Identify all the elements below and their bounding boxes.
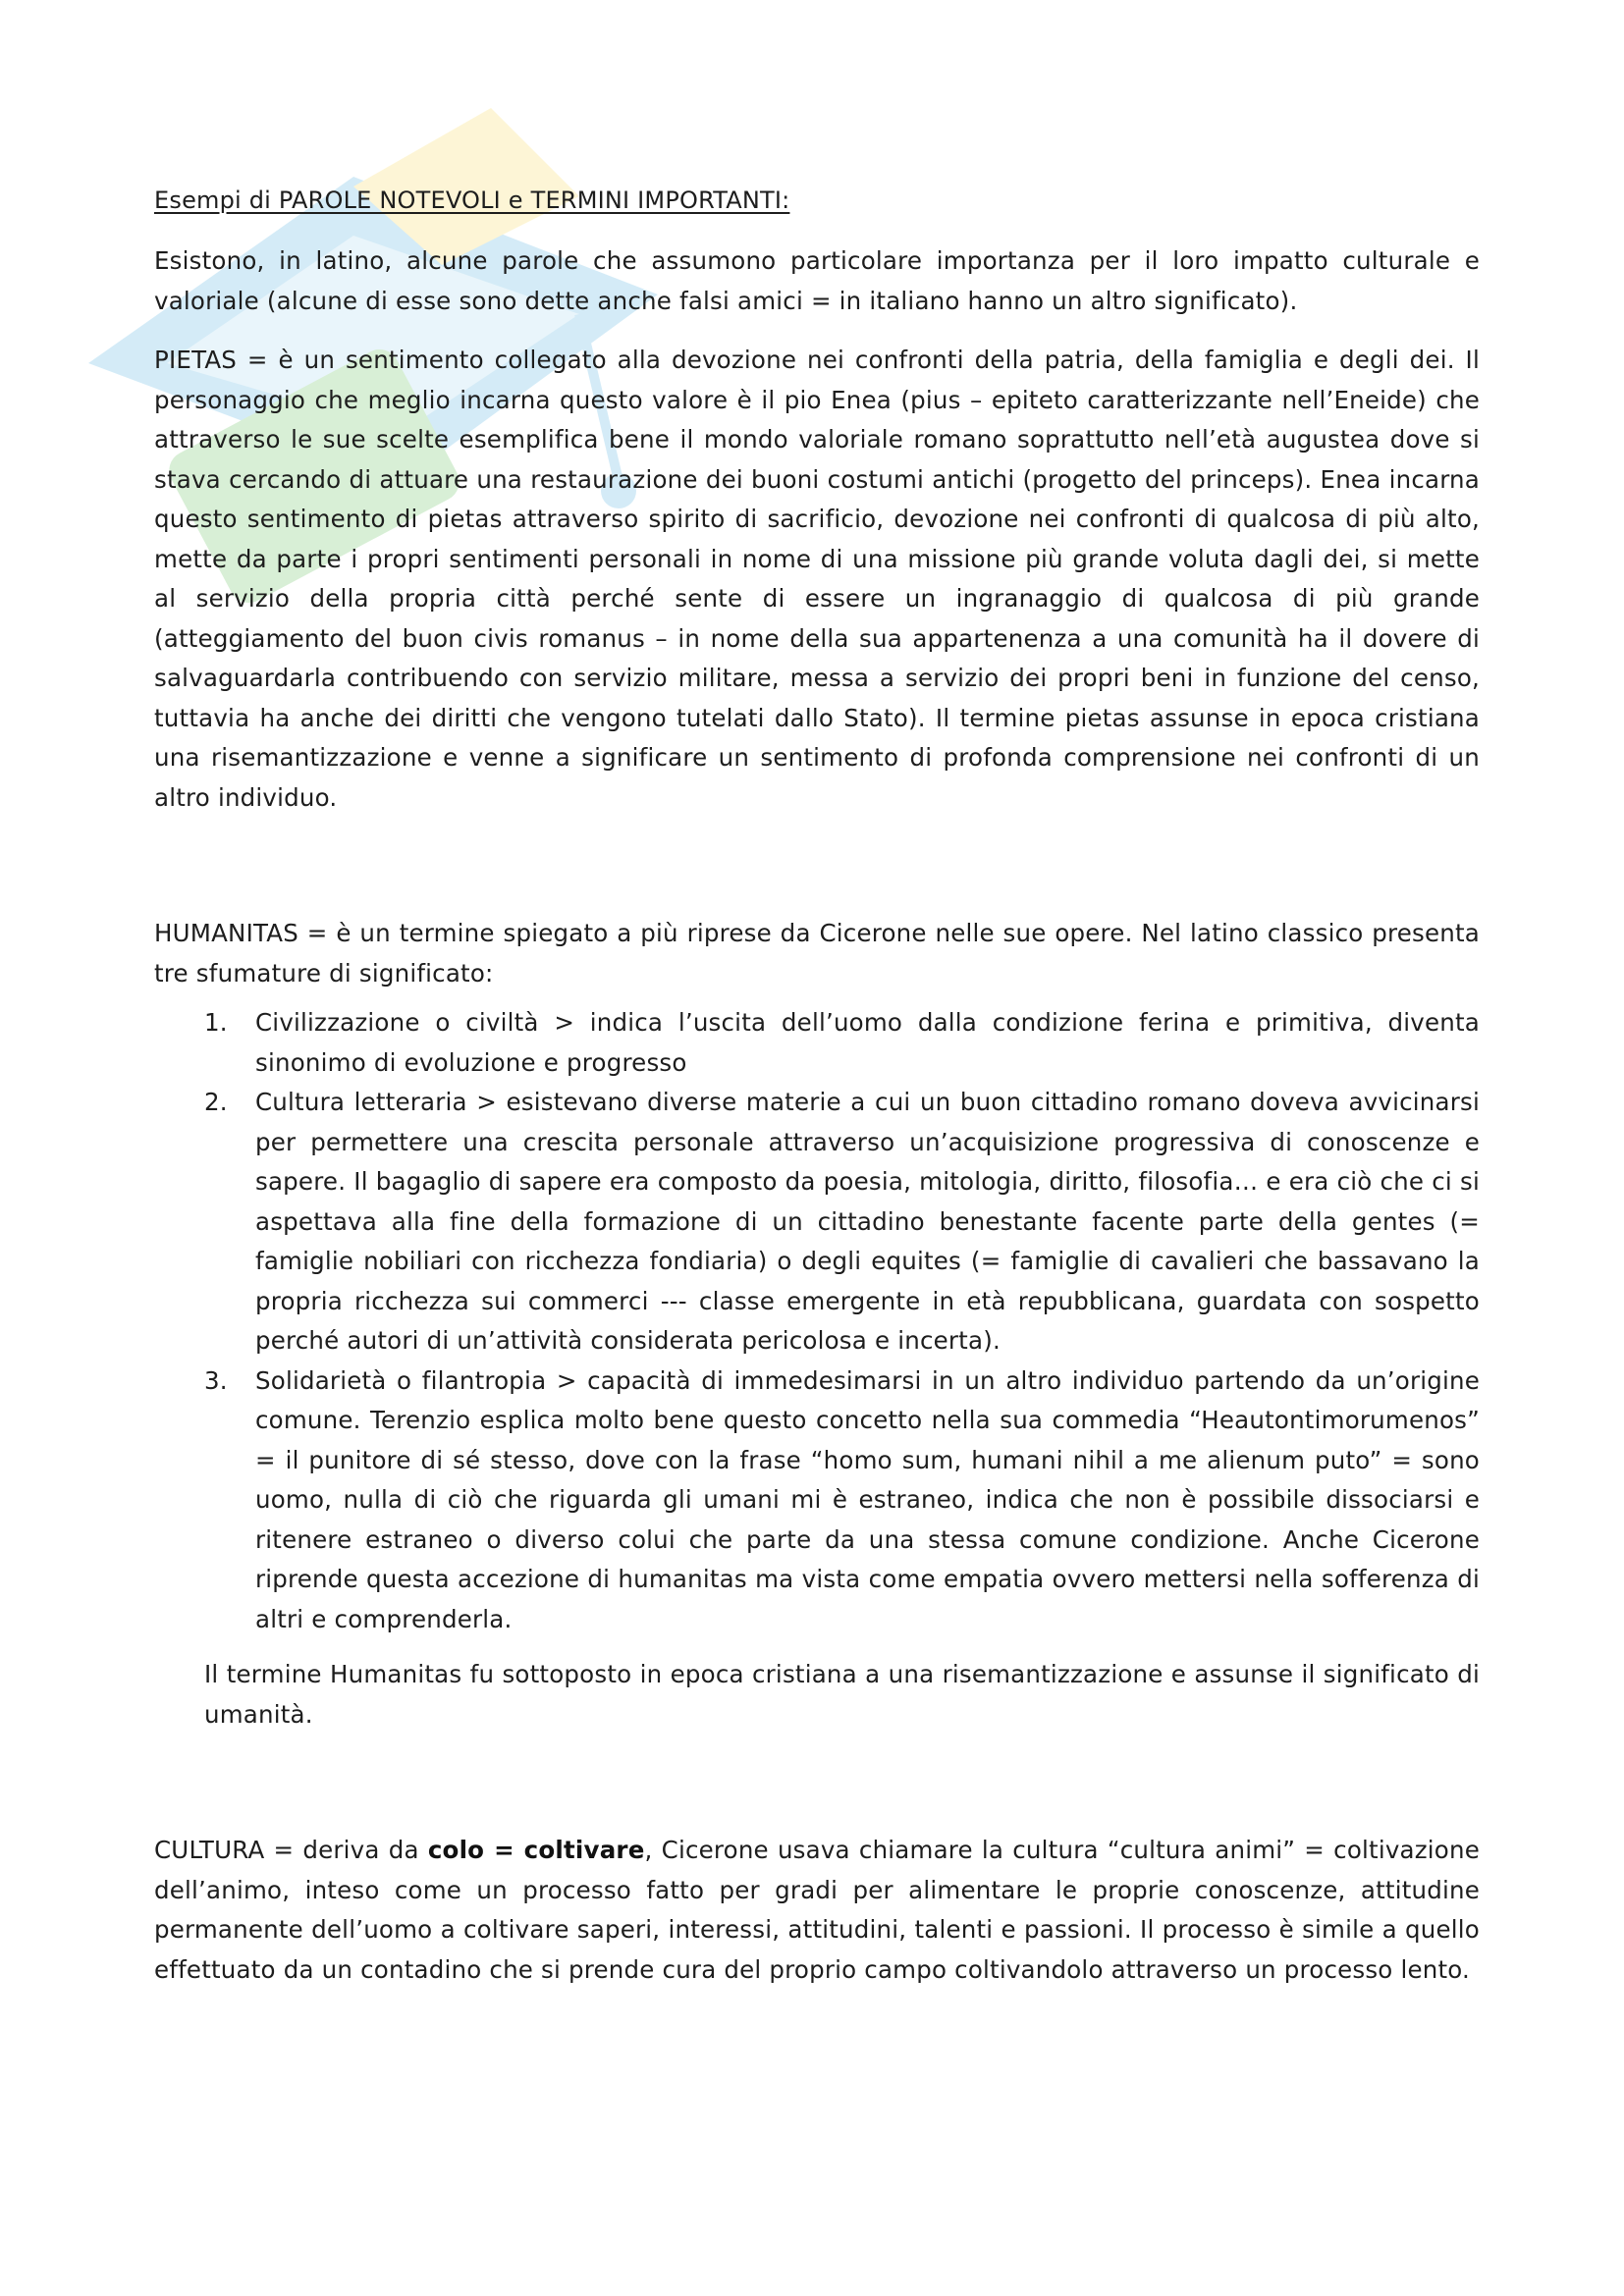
cultura-etymology: colo = coltivare [427,1836,645,1864]
humanitas-intro: HUMANITAS = è un termine spiegato a più riprese da Cicerone nelle sue opere. Nel latino classico presenta tre sfumature di significato: [154,919,1480,988]
list-item-text: Cultura letteraria > esistevano diverse materie a cui un buon cittadino romano doveva avvicinarsi per permettere una crescita personale attraverso un’acquisizione progressiva di conoscenze e sapere. Il bagaglio di sapere era composto da poesia, mitologia, diritto, filosofia… e era ciò che ci si aspettava alla fine della formazione di un cittadino benestante facente parte della gentes (= famiglie nobiliari con ricchezza fondiaria) o degli equites (= famiglie di cavalieri che bassavano la propria ricchezza sui commerci --- classe emergente in età repubblicana, guardata con sospetto perché autori di un’attività considerata pericolosa e incerta). [255,1088,1480,1355]
list-item-number: 1. [204,1008,228,1037]
cultura-prefix: CULTURA = deriva da [154,1836,428,1864]
page-heading: Esempi di PAROLE NOTEVOLI e TERMINI IMPORTANTI: [154,187,790,214]
list-item-number: 3. [204,1365,228,1395]
humanitas-list [154,1003,1480,1639]
list-item [154,1003,1480,1083]
list-item [154,1362,1480,1640]
list-item-text: Solidarietà o filantropia > capacità di immedesimarsi in un altro individuo partendo da un’origine comune. Terenzio esplica molto bene questo concetto nella sua commedia “Heautontimorumenos” = il punitore di sé stesso, dove con la frase “homo sum, humani nihil a me alienum puto” = sono uomo, nulla di ciò che riguarda gli umani mi è estraneo, indica che non è possibile dissociarsi e ritenere estraneo o diverso colui che parte da una stessa comune condizione. Anche Cicerone riprende questa accezione di humanitas ma vista come empatia ovvero mettersi nella sofferenza di altri e comprenderla. [255,1365,1480,1633]
intro-paragraph: Esistono, in latino, alcune parole che assumono particolare importanza per il loro impatto culturale e valoriale (alcune di esse sono dette anche falsi amici = in italiano hanno un altro significato). [154,246,1480,315]
document-page [154,187,1480,1990]
list-item [154,1083,1480,1362]
humanitas-conclusion: Il termine Humanitas fu sottoposto in epoca cristiana a una risemantizzazione e assunse il significato di umanità. [204,1660,1480,1729]
list-item-number: 2. [204,1088,228,1116]
cultura-text: , Cicerone usava chiamare la cultura “cultura animi” = coltivazione dell’animo, inteso come un processo fatto per gradi per alimentare le proprie conoscenze, attitudine permanente dell’uomo a coltivare saperi, interessi, attitudini, talenti e passioni. Il processo è simile a quello effettuato da un contadino che si prende cura del proprio campo coltivandolo attraverso un processo lento. [154,1836,1480,1984]
cultura-paragraph [154,1831,1480,1990]
list-item-text: Civilizzazione o civiltà > indica l’uscita dell’uomo dalla condizione ferina e primitiva, diventa sinonimo di evoluzione e progresso [255,1008,1480,1077]
pietas-paragraph: PIETAS = è un sentimento collegato alla devozione nei confronti della patria, della famiglia e degli dei. Il personaggio che meglio incarna questo valore è il pio Enea (pius – epiteto caratterizzante nell’Eneide) che attraverso le sue scelte esemplifica bene il mondo valoriale romano soprattutto nell’età augustea dove si stava cercando di attuare una restaurazione dei buoni costumi antichi (progetto del princeps). Enea incarna questo sentimento di pietas attraverso spirito di sacrificio, devozione nei confronti di qualcosa di più alto, mette da parte i propri sentimenti personali in nome di una missione più grande voluta dagli dei, si mette al servizio della propria città perché sente di essere un ingranaggio di qualcosa di più grande (atteggiamento del buon civis romanus – in nome della sua appartenenza a una comunità ha il dovere di salvaguardarla contribuendo con servizio militare, messa a servizio dei propri beni in funzione del censo, tuttavia ha anche dei diritti che vengono tutelati dallo Stato). Il termine pietas assunse in epoca cristiana una risemantizzazione e venne a significare un sentimento di profonda comprensione nei confronti di un altro individuo. [154,346,1480,812]
